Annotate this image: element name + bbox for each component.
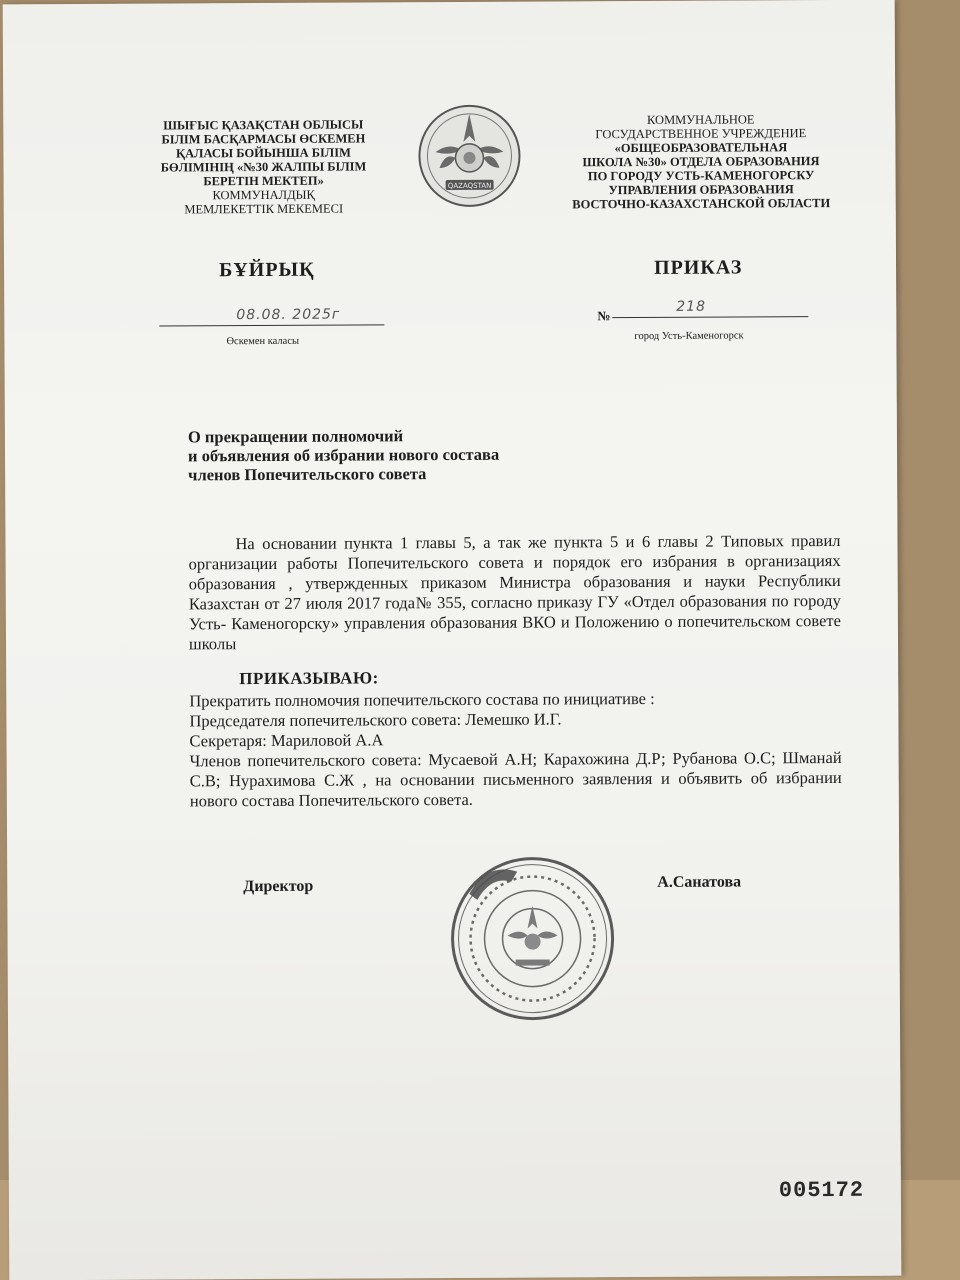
date-underline (159, 324, 384, 326)
order-line-2: Председателя попечительского совета: Лемешко И.Г. (189, 709, 562, 731)
city-ru: город Усть-Каменогорск (634, 330, 744, 343)
title-ru: ПРИКАЗ (653, 256, 743, 279)
subject-line3: членов Попечительского совета (188, 464, 427, 485)
date-handwritten: 08.08. 2025г (236, 306, 341, 324)
header-right-line3: «ОБЩЕОБРАЗОВАТЕЛЬНАЯ (614, 140, 788, 156)
subject (188, 425, 608, 484)
order-line-4: Членов попечительского совета: Мусаевой А.Н; Карахожина Д.Р; Рубанова О.С; Шманай С.В; Нурахимова С.Ж , на основании письменного заявления и объявить об избрании нового состава Попечительского совета. (189, 747, 842, 811)
order-line-1: Прекратить полномочия попечительского состава по инициативе : (189, 688, 655, 711)
subject-line2: и объявления об избрании нового состава (187, 444, 500, 466)
header-left-line2: БІЛІМ БАСҚАРМАСЫ ӨСКЕМЕН (161, 131, 366, 147)
header-left-line7: МЕМЛЕКЕТТІК МЕКЕМЕСІ (184, 201, 344, 217)
header-left-line4: БӨЛІМІНІҢ «№30 ЖАЛПЫ БІЛІМ (160, 159, 367, 175)
title-kz: БҰЙРЫҚ (219, 258, 315, 282)
number-underline (612, 316, 808, 318)
signature-name: А.Санатова (657, 873, 742, 891)
header-right-line2: ГОСУДАРСТВЕННОЕ УЧРЕЖДЕНИЕ (595, 126, 807, 142)
header-right-line7: ВОСТОЧНО-КАЗАХСТАНСКОЙ ОБЛАСТИ (572, 196, 831, 212)
order-line-3: Секретаря: Мариловой А.А (189, 730, 384, 751)
subject-line1: О прекращении полномочий (187, 426, 404, 447)
body-paragraph: На основании пункта 1 главы 5, а так же пункта 5 и 6 главы 2 Типовых правил организации работы Попечительского совета и порядок его избрания в организациях образования , утвержденных приказом Министра образования и науки Республики Казахстан от 27 июля 2017 года№ 355, согласно приказу ГУ «Отдел образования по городу Усть- Каменогорску» управления образования ВКО и Положению о попечительском совете школы (188, 530, 841, 654)
order-word: ПРИКАЗЫВАЮ: (239, 668, 379, 689)
signature-position: Директор (243, 877, 314, 896)
city-kz: Өскемен каласы (226, 335, 300, 348)
form-number: 005172 (778, 1177, 865, 1204)
header-right-line4: ШКОЛА №30» ОТДЕЛА ОБРАЗОВАНИЯ (582, 154, 820, 170)
number-handwritten: 218 (676, 298, 707, 315)
header-left-line6: КОММУНАЛДЫҚ (212, 187, 315, 203)
header-left (153, 117, 374, 216)
header-right-line1: КОММУНАЛЬНОЕ (646, 112, 755, 127)
order-block (189, 688, 842, 811)
header-left-line3: ҚАЛАСЫ БОЙЫНША БІЛІМ (175, 145, 351, 161)
state-emblem (415, 102, 524, 211)
header-left-line5: БЕРЕТІН МЕКТЕП» (203, 173, 324, 189)
emblem-ribbon-text: QAZAQSTAN (447, 181, 492, 191)
header-right-line6: УПРАВЛЕНИЯ ОБРАЗОВАНИЯ (608, 182, 794, 198)
header-right (558, 112, 844, 211)
official-stamp (447, 853, 618, 1024)
header-right-line5: ПО ГОРОДУ УСТЬ-КАМЕНОГОРСКУ (587, 168, 815, 184)
number-label: № (597, 308, 611, 324)
document-page (3, 0, 902, 1280)
header-left-line1: ШЫҒЫС ҚАЗАҚСТАН ОБЛЫСЫ (163, 117, 364, 133)
